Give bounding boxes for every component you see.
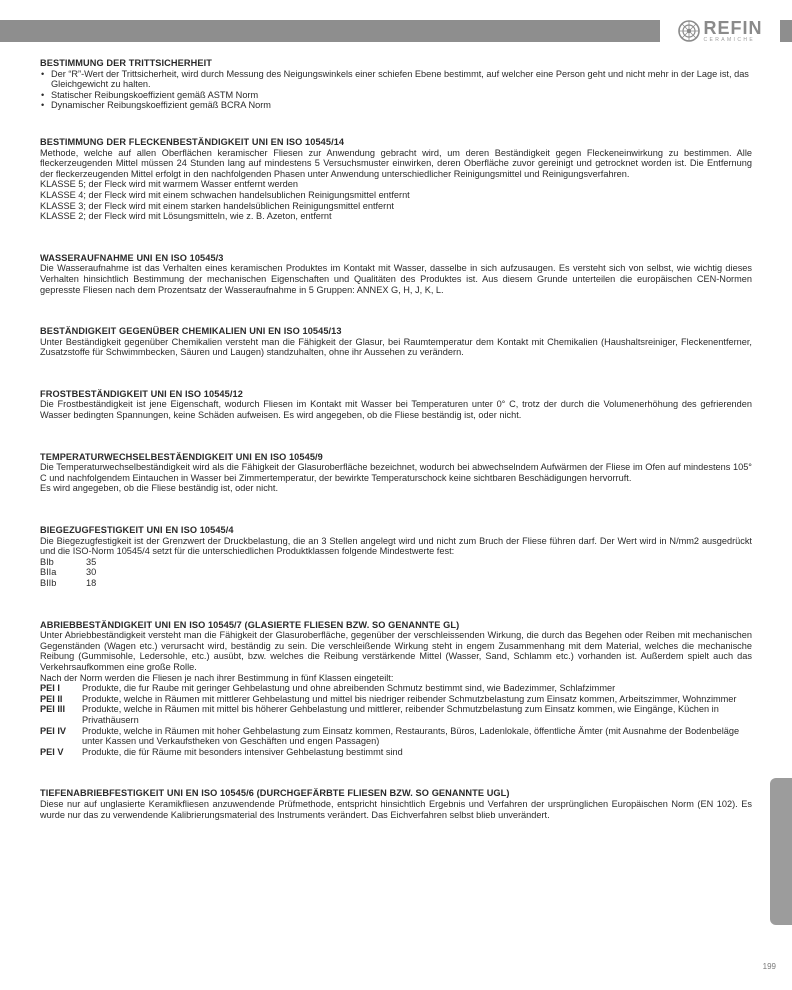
section-body: Methode, welche auf allen Oberflächen keramischer Fliesen zur Anwendung gebracht wird, um deren Beständigkeit gegen Fleckeneinwirkung zu bestimmen. Alle fleckerzeugenden Mittel müssen 24 Stunden lang auf mindestens 5 Versuchsmuster einwirken, deren Oberfläche zuvor gereinigt und getrocknet worden ist. Die Entfernung der fleckerzeugenden Mittel erfolgt in den nachfolgenden Phasen unter Anwendung unterschiedlicher Reinigungsmittel und Reinigungsverfahren. — [40, 147, 752, 179]
pei-description: Produkte, welche in Räumen mit hoher Gehbelastung zum Einsatz kommen, Restaurants, Büros, Ladenlokale, öffentliche Ämter (mit Ausnahme der Bodenbeläge unter Kassen und Verkaufstheken von Geschäften und engen Passagen) — [82, 725, 740, 747]
class-line: KLASSE 2; der Fleck wird mit Lösungsmitteln, wie z. B. Azeton, entfernt — [40, 211, 332, 222]
section-chemikalien — [40, 326, 752, 358]
section-wasseraufnahme — [40, 253, 752, 295]
section-body: Die Temperaturwechselbeständigkeit wird als die Fähigkeit der Glasuroberfläche bezeichnet, wodurch bei abwechselndem Aufwärmen der Fliese im Ofen auf mindestens 105° C und nachfolgendem Eintauchen in Wasser bei Zimmertemperatur, der bewirkte Temperaturschock keine sichtbaren Beschädigungen hervorruft. — [40, 462, 752, 483]
value-number: 35 — [86, 556, 97, 567]
side-tab — [770, 778, 792, 925]
pei-description: Produkte, die fur Raube mit geringer Gehbelastung und ohne abreibenden Schmutz bestimmt sind, wie Badezimmer, Schlafzimmer — [82, 683, 616, 694]
pei-row — [40, 747, 752, 758]
section-heading: TIEFENABRIEBFESTIGKEIT UNI EN ISO 10545/6 (DURCHGEFÄRBTE FLIESEN BZW. SO GENANNTE UGL) — [40, 788, 510, 799]
bullet-list — [40, 69, 752, 111]
section-body: Unter Beständigkeit gegenüber Chemikalien versteht man die Fähigkeit der Glasur, bei Raumtemperatur dem Kontakt mit Chemikalien (Haushaltsreiniger, Fleckenentferner, Zusatzstoffe für Schwimmbecken, Säuren und Laugen) standzuhalten, ohne ihr Aussehen zu verändern. — [40, 336, 752, 358]
section-heading: TEMPERATURWECHSELBESTÄENDIGKEIT UNI EN ISO 10545/9 — [40, 451, 323, 462]
pei-row — [40, 704, 752, 725]
page-number: 199 — [762, 962, 776, 971]
brand-logo — [660, 14, 780, 48]
bullet-item: • Dynamischer Reibungskoeffizient gemäß BCRA Norm — [40, 100, 752, 111]
section-body: Unter Abriebbeständigkeit versteht man die Fähigkeit der Glasuroberfläche, gegenüber der verschleissenden Wirkung, die durch das Begehen oder Reiben mit mechanischen Gegenständen (Wagen etc.) verursacht wird, beständig zu sein. Die verschleißende Wirkung steht in engem Zusammenhang mit dem Material, welches die mechanische Reibung (Gummisohle, Ledersohle, etc.) ausübt, bzw. welches die Reibung verstärkende Mittel (Wasser, Sand, Schlamm etc.) vorhanden ist. Außerdem spielt auch das Verkehrsaufkommen eine große Rolle. — [40, 630, 752, 672]
document-body — [40, 58, 752, 851]
pei-class: PEI IV — [40, 725, 67, 736]
value-number: 18 — [86, 578, 97, 588]
pei-description: Produkte, welche in Räumen mit mittlerer Gehbelastung und mittel bis niedriger reibender Schmutzbelastung zum Einsatz kommen, Arbeitszimmer, Wohnzimmer — [82, 693, 737, 704]
pei-class: PEI V — [40, 746, 64, 757]
section-heading: WASSERAUFNAHME UNI EN ISO 10545/3 — [40, 252, 224, 263]
value-row — [40, 557, 752, 568]
section-heading: BESTIMMUNG DER TRITTSICHERHEIT — [40, 58, 212, 68]
section-frostbestaendigkeit — [40, 389, 752, 421]
pei-class: PEI I — [40, 683, 60, 694]
class-line: KLASSE 4; der Fleck wird mit einem schwachen handelsublichen Reinigungsmittel entfernt — [40, 189, 410, 200]
section-body: Die Frostbeständigkeit ist jene Eigenschaft, wodurch Fliesen im Kontakt mit Wasser bei Temperaturen unter 0° C, trotz der durch die Volumenerhöhung des gefrierenden Wasser bedingten Spannungen, keine Schäden aufweisen. Es wird angegeben, ob die Fliese beständig ist, oder nicht. — [40, 399, 752, 421]
value-number: 30 — [86, 567, 97, 578]
pei-description: Produkte, die für Räume mit besonders intensiver Gehbelastung bestimmt sind — [82, 746, 403, 757]
section-temperaturwechsel — [40, 452, 752, 494]
class-line: KLASSE 5; der Fleck wird mit warmem Wasser entfernt werden — [40, 179, 299, 190]
value-row — [40, 578, 752, 589]
value-row — [40, 567, 752, 578]
section-body: Diese nur auf unglasierte Keramikfliesen anzuwendende Prüfmethode, entspricht hinsichtlich Ergebnis und Verfahren der ursprünglichen Europäischen Norm (EN 102). Es wurde nur das zu verwendende Kalibrierungsmaterial des Instruments verändert. Das Eichverfahren selbst blieb unverändert. — [40, 798, 752, 820]
section-note: Es wird angegeben, ob die Fliese beständig ist, oder nicht. — [40, 483, 279, 494]
refin-logo-icon — [678, 20, 700, 42]
pei-class: PEI II — [40, 693, 63, 704]
section-abriebbestaendigkeit — [40, 620, 752, 758]
section-heading: BESTÄNDIGKEIT GEGENÜBER CHEMIKALIEN UNI EN ISO 10545/13 — [40, 326, 342, 337]
value-class: BIIb — [40, 578, 57, 588]
section-biegezugfestigkeit — [40, 525, 752, 589]
section-body: Die Wasseraufnahme ist das Verhalten eines keramischen Produktes im Kontakt mit Wasser, dasselbe in sich aufzusaugen. Es versteht sich von selbst, wie wichtig dieses Verhalten hinsichtlich Bestimmung der mechanischen Eigenschaften und Qualitäten des Produktes ist. Aus diesem Grunde unterteilen die europäischen CEN-Normen gepresste Fliesen nach dem Prozentsatz der Wasseraufnahme in 5 Gruppen: ANNEX G, H, J, K, L. — [40, 263, 752, 295]
value-class: BIb — [40, 556, 54, 567]
section-heading: ABRIEBBESTÄNDIGKEIT UNI EN ISO 10545/7 (GLASIERTE FLIESEN BZW. SO GENANNTE GL) — [40, 619, 460, 630]
pei-description: Produkte, welche in Räumen mit mittel bis höherer Gehbelastung und mittlerer, reibender Schmutzbelastung zum Einsatz kommen, wie Eingänge, Küchen in Privathäusern — [82, 704, 719, 725]
section-trittsicherheit — [40, 58, 752, 111]
section-note: Nach der Norm werden die Fliesen je nach ihrer Bestimmung in fünf Klassen eingeteilt: — [40, 672, 394, 683]
section-heading: BIEGEZUGFESTIGKEIT UNI EN ISO 10545/4 — [40, 525, 234, 536]
pei-row — [40, 726, 752, 747]
brand-name: REFIN — [703, 18, 763, 38]
section-heading: BESTIMMUNG DER FLECKENBESTÄNDIGKEIT UNI EN ISO 10545/14 — [40, 136, 345, 147]
section-fleckenbestaendigkeit — [40, 137, 752, 222]
pei-row — [40, 694, 752, 705]
class-line: KLASSE 3; der Fleck wird mit einem starken handelsüblichen Reinigungsmittel entfernt — [40, 200, 394, 211]
section-heading: FROSTBESTÄNDIGKEIT UNI EN ISO 10545/12 — [40, 388, 243, 399]
bullet-item: • Statischer Reibungskoeffizient gemäß ASTM Norm — [40, 90, 752, 101]
bullet-item: • Der “R”-Wert der Trittsicherheit, wird durch Messung des Neigungswinkels einer schiefen Ebene bestimmt, auf welcher eine Person geht und nicht mehr in der Lage ist, das Gleichgewicht zu halten. — [40, 69, 752, 90]
section-body: Die Biegezugfestigkeit ist der Grenzwert der Druckbelastung, die an 3 Stellen angelegt wird und nicht zum Bruch der Fliese führen darf. Der Wert wird in N/mm2 ausgedrückt und die ISO-Norm 10545/4 setzt für die unterschiedlichen Produktklassen folgende Mindestwerte fest: — [40, 535, 752, 557]
pei-class: PEI III — [40, 704, 66, 715]
section-tiefenabrieb — [40, 788, 752, 820]
value-class: BIIa — [40, 567, 57, 578]
brand-sub: CERAMICHE — [703, 37, 756, 43]
pei-row — [40, 683, 752, 694]
